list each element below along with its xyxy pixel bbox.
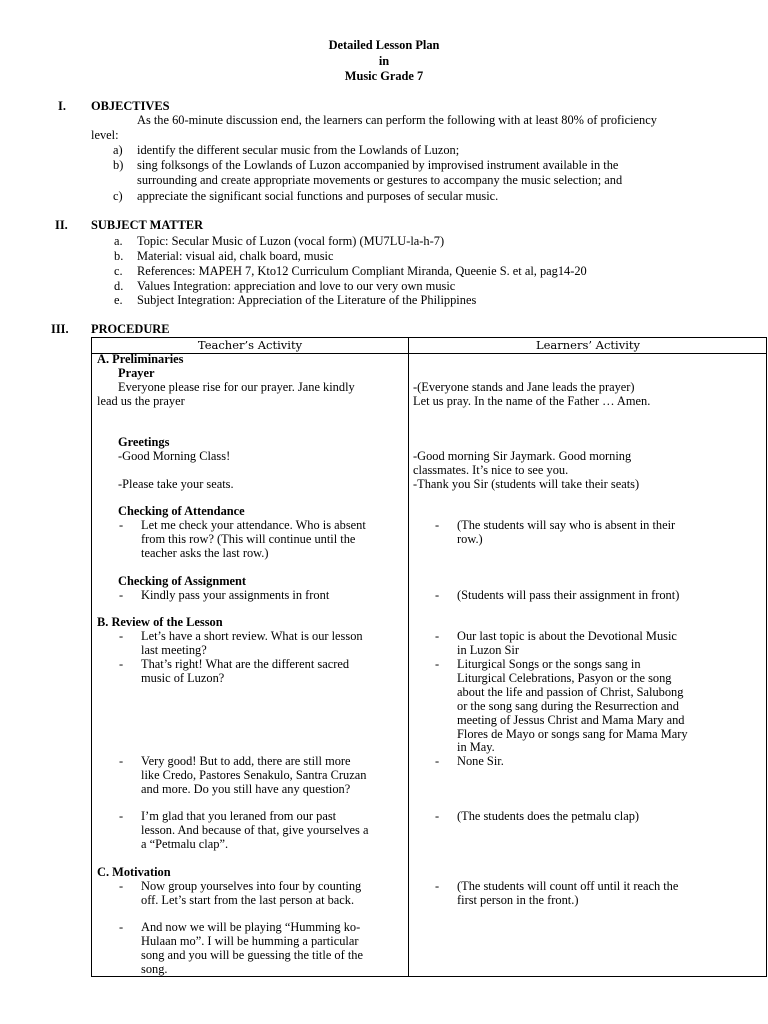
teacher-section-heading: B. Review of the Lesson	[97, 615, 223, 629]
learner-text: row.)	[457, 532, 483, 546]
list-dash: -	[435, 809, 440, 823]
teacher-subheading: Checking of Attendance	[118, 504, 245, 518]
objective-marker: c)	[113, 189, 123, 203]
teacher-text: music of Luzon?	[141, 671, 225, 685]
list-dash: -	[119, 588, 124, 602]
teacher-text: and more. Do you still have any question?	[141, 782, 351, 796]
teacher-text: lesson. And because of that, give yourselves a	[141, 823, 369, 837]
teacher-text: Let me check your attendance. Who is absent	[141, 518, 366, 532]
teacher-text: Now group yourselves into four by counting	[141, 879, 362, 893]
teacher-text: -Please take your seats.	[118, 477, 234, 491]
document-subject: Music Grade 7	[344, 69, 424, 83]
teacher-text: off. Let’s start from the last person at back.	[141, 893, 355, 907]
objective-marker: a)	[113, 143, 123, 157]
teacher-text: song.	[141, 962, 168, 976]
learner-text: first person in the front.)	[457, 893, 579, 907]
learner-text: classmates. It’s nice to see you.	[413, 463, 569, 477]
list-dash: -	[119, 629, 124, 643]
teacher-text: That’s right! What are the different sacred	[141, 657, 350, 671]
list-dash: -	[119, 657, 124, 671]
list-dash: -	[435, 518, 440, 532]
list-dash: -	[435, 588, 440, 602]
objective-text: identify the different secular music from the Lowlands of Luzon;	[137, 143, 460, 157]
teacher-text: like Credo, Pastores Senakulo, Santra Cruzan	[141, 768, 367, 782]
teacher-text: -Good Morning Class!	[118, 449, 231, 463]
teacher-subheading: Greetings	[118, 435, 170, 449]
list-dash: -	[435, 754, 440, 768]
learner-text: Let us pray. In the name of the Father … Amen.	[413, 394, 651, 408]
learner-text: -Good morning Sir Jaymark. Good morning	[413, 449, 632, 463]
teacher-text: teacher asks the last row.)	[141, 546, 269, 560]
learner-text: -(Everyone stands and Jane leads the prayer)	[413, 380, 635, 394]
list-dash: -	[119, 920, 124, 934]
teacher-text: a “Petmalu clap”.	[141, 837, 229, 851]
objectives-intro-cont: level:	[91, 128, 119, 142]
learner-text: Liturgical Celebrations, Pasyon or the song	[457, 671, 672, 685]
objective-text: surrounding and create appropriate movements or gestures to accompany the music selection; and	[137, 173, 623, 187]
teacher-section-heading: A. Preliminaries	[97, 352, 184, 366]
section-heading-procedure: PROCEDURE	[91, 322, 170, 336]
learner-text: -Thank you Sir (students will take their seats)	[413, 477, 640, 491]
objectives-intro: As the 60-minute discussion end, the learners can perform the following with at least 80% of proficiency	[137, 113, 657, 127]
subject-marker: b.	[114, 249, 124, 263]
subject-marker: c.	[114, 264, 123, 278]
objective-text: sing folksongs of the Lowlands of Luzon accompanied by improvised instrument available in the	[137, 158, 619, 172]
list-dash: -	[119, 518, 124, 532]
teacher-section-heading: C. Motivation	[97, 865, 171, 879]
teacher-text: Very good! But to add, there are still more	[141, 754, 351, 768]
list-dash: -	[119, 754, 124, 768]
section-numeral-procedure: III.	[51, 322, 69, 336]
list-dash: -	[435, 879, 440, 893]
teacher-text: I’m glad that you leraned from our past	[141, 809, 337, 823]
list-dash: -	[119, 879, 124, 893]
table-header-divider	[92, 353, 766, 354]
learner-text: None Sir.	[457, 754, 504, 768]
learner-text: about the life and passion of Christ, Salubong	[457, 685, 684, 699]
teacher-subheading: Prayer	[118, 366, 155, 380]
subject-item: References: MAPEH 7, Kto12 Curriculum Compliant Miranda, Queenie S. et al, pag14-20	[137, 264, 587, 278]
learner-text: (The students will say who is absent in their	[457, 518, 676, 532]
learner-text: Liturgical Songs or the songs sang in	[457, 657, 641, 671]
subject-item: Material: visual aid, chalk board, music	[137, 249, 334, 263]
subject-marker: e.	[114, 293, 123, 307]
section-numeral-objectives: I.	[58, 99, 66, 113]
teacher-text: Hulaan mo”. I will be humming a particular	[141, 934, 359, 948]
objective-marker: b)	[113, 158, 124, 172]
document-title-in: in	[378, 54, 390, 68]
teacher-text: last meeting?	[141, 643, 207, 657]
section-numeral-subject-matter: II.	[55, 218, 68, 232]
subject-item: Topic: Secular Music of Luzon (vocal form) (MU7LU-la-h-7)	[137, 234, 445, 248]
learner-text: (Students will pass their assignment in front)	[457, 588, 680, 602]
teacher-text: Everyone please rise for our prayer. Jane kindly	[118, 380, 355, 394]
teacher-text: And now we will be playing “Humming ko-	[141, 920, 361, 934]
learner-text: meeting of Jessus Christ and Mama Mary and	[457, 713, 685, 727]
list-dash: -	[435, 629, 440, 643]
learner-text: or the song sang during the Resurrection and	[457, 699, 679, 713]
subject-item: Subject Integration: Appreciation of the Literature of the Philippines	[137, 293, 477, 307]
teacher-text: lead us the prayer	[97, 394, 185, 408]
subject-marker: d.	[114, 279, 124, 293]
list-dash: -	[119, 809, 124, 823]
learner-text: Our last topic is about the Devotional Music	[457, 629, 677, 643]
subject-item: Values Integration: appreciation and love to our very own music	[137, 279, 456, 293]
learner-text: Flores de Mayo or songs sang for Mama Mary	[457, 727, 688, 741]
learner-text: in Luzon Sir	[457, 643, 519, 657]
subject-marker: a.	[114, 234, 123, 248]
section-heading-subject-matter: SUBJECT MATTER	[91, 218, 204, 232]
teacher-text: Let’s have a short review. What is our lesson	[141, 629, 363, 643]
table-column-divider	[408, 338, 409, 976]
teacher-subheading: Checking of Assignment	[118, 574, 247, 588]
learner-text: in May.	[457, 740, 495, 754]
learner-text: (The students does the petmalu clap)	[457, 809, 640, 823]
learner-text: (The students will count off until it reach the	[457, 879, 679, 893]
teacher-text: from this row? (This will continue until the	[141, 532, 356, 546]
teacher-text: song and you will be guessing the title of the	[141, 948, 363, 962]
column-header-learners: Learners’ Activity	[535, 338, 641, 352]
document-title: Detailed Lesson Plan	[328, 38, 440, 52]
objective-text: appreciate the significant social functions and purposes of secular music.	[137, 189, 499, 203]
section-heading-objectives: OBJECTIVES	[91, 99, 170, 113]
column-header-teacher: Teacher’s Activity	[197, 338, 303, 352]
teacher-text: Kindly pass your assignments in front	[141, 588, 330, 602]
list-dash: -	[435, 657, 440, 671]
